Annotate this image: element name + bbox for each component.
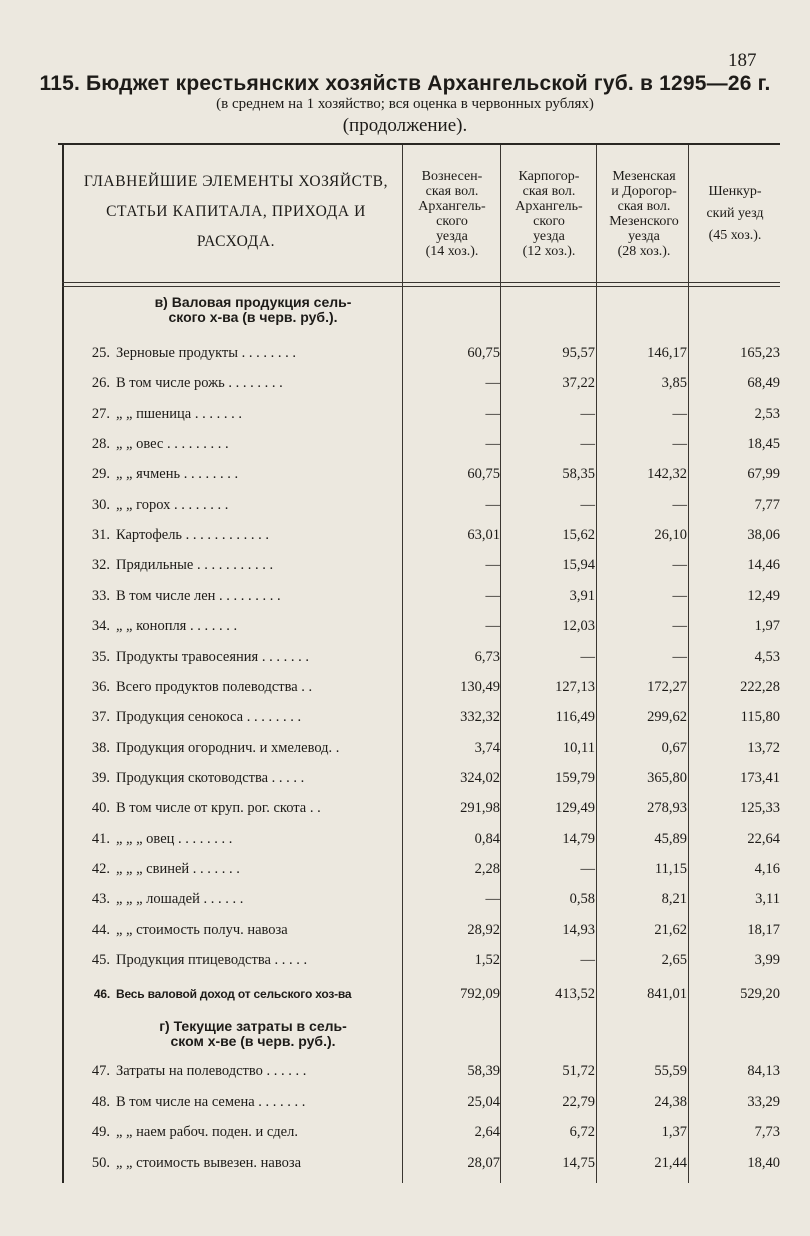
row-label-text: „ „ „ лошадей . . . . . .	[116, 891, 244, 908]
table-row	[58, 611, 780, 641]
table-cell: 15,62	[562, 527, 595, 544]
header-line: Мезенская	[612, 169, 676, 184]
row-label-text: Весь валовой доход от сельского хоз-ва	[116, 987, 352, 1001]
table-cell: 0,67	[661, 739, 687, 756]
row-number: 28.	[91, 436, 110, 453]
table-cell: 68,49	[747, 375, 780, 392]
table-cell: 2,53	[754, 405, 780, 422]
table-row	[58, 979, 780, 1009]
row-number: 38.	[91, 739, 110, 756]
table-cell: —	[485, 557, 500, 574]
table-cell: 37,22	[562, 375, 595, 392]
main-header	[66, 167, 406, 257]
table-cell: 1,97	[754, 618, 780, 635]
table-row	[58, 338, 780, 368]
table-cell: 365,80	[647, 769, 687, 786]
continued-note: (продолжение).	[342, 115, 468, 136]
table-cell: —	[485, 496, 500, 513]
table-subtitle: (в среднем на 1 хозяйство; вся оценка в червонных рублях)	[216, 96, 594, 112]
row-number: 39.	[91, 769, 110, 786]
table-cell: —	[672, 648, 687, 665]
row-label-text: Зерновые продукты . . . . . . . .	[116, 345, 297, 361]
table-cell: 125,33	[740, 800, 780, 817]
row-label	[86, 979, 402, 1009]
header-line: Карпогор-	[518, 169, 580, 184]
row-label	[86, 793, 402, 823]
row-label	[86, 945, 402, 975]
table-cell: 4,53	[754, 648, 780, 665]
table-cell: —	[485, 375, 500, 392]
row-label	[86, 915, 402, 945]
table-cell: 3,11	[755, 891, 780, 908]
row-number: 29.	[91, 466, 110, 483]
column-header-voznesenskaya	[404, 169, 500, 259]
table-cell: 13,72	[747, 739, 780, 756]
header-line: ская вол.	[425, 184, 479, 199]
table-cell: 792,09	[460, 986, 500, 1002]
section-line: в) Валовая продукция сель-	[154, 294, 352, 310]
row-label-text: „ „ „ овец . . . . . . . .	[116, 830, 233, 847]
table-cell: 25,04	[467, 1093, 500, 1110]
table-row	[58, 672, 780, 702]
table-cell: —	[580, 496, 595, 513]
header-line: Вознесен-	[421, 169, 483, 184]
table-row	[58, 884, 780, 914]
header-line: ского	[436, 214, 468, 229]
column-header-shenkursky	[690, 181, 780, 247]
row-label	[86, 550, 402, 580]
row-number: 45.	[91, 952, 110, 968]
table-row	[58, 550, 780, 580]
row-number: 25.	[91, 345, 110, 361]
table-cell: 0,84	[474, 830, 500, 847]
column-header-karpogorskaya	[502, 169, 596, 259]
table-cell: —	[485, 436, 500, 453]
header-line: уезда	[533, 229, 565, 244]
table-cell: 26,10	[654, 527, 687, 544]
row-number: 41.	[91, 830, 110, 847]
row-label	[86, 459, 402, 489]
table-cell: 14,93	[562, 921, 595, 938]
row-label-text: В том числе на семена . . . . . . .	[116, 1093, 306, 1110]
row-number: 48.	[91, 1093, 110, 1110]
row-number: 35.	[91, 648, 110, 665]
header-line: (45 хоз.).	[708, 228, 762, 243]
table-cell: 84,13	[747, 1063, 780, 1079]
row-number: 31.	[91, 527, 110, 544]
table-cell: 130,49	[460, 678, 500, 695]
table-cell: 14,79	[562, 830, 595, 847]
table-cell: 8,21	[661, 891, 687, 908]
table-cell: 55,59	[654, 1063, 687, 1079]
header-line: уезда	[436, 229, 468, 244]
table-cell: —	[485, 618, 500, 635]
row-label	[86, 520, 402, 550]
table-cell: 18,17	[747, 921, 780, 938]
header-line: (12 хоз.).	[522, 244, 576, 259]
table-cell: 299,62	[647, 709, 687, 726]
row-number: 37.	[91, 709, 110, 726]
table-row	[58, 490, 780, 520]
table-cell: 14,46	[747, 557, 780, 574]
table-cell: 529,20	[740, 986, 780, 1002]
table-row	[58, 429, 780, 459]
table-cell: 21,62	[654, 921, 687, 938]
row-label-text: В том числе от круп. рог. скота . .	[116, 800, 321, 817]
table-cell: 33,29	[747, 1093, 780, 1110]
row-label-text: Всего продуктов полеводства . .	[116, 678, 313, 695]
table-cell: 24,38	[654, 1093, 687, 1110]
table-cell: 60,75	[467, 466, 500, 483]
table-cell: 115,80	[740, 709, 780, 726]
table-cell: —	[580, 648, 595, 665]
row-label	[86, 399, 402, 429]
table-cell: —	[580, 405, 595, 422]
table-row	[58, 642, 780, 672]
table-cell: 67,99	[747, 466, 780, 483]
column-header-mezenskaya	[598, 169, 690, 259]
row-label	[86, 1056, 402, 1086]
row-number: 49.	[91, 1124, 110, 1140]
row-label	[86, 763, 402, 793]
table-cell: —	[672, 436, 687, 453]
row-label	[86, 490, 402, 520]
table-title: 115. Бюджет крестьянских хозяйств Архангельской губ. в 1295—26 г.	[39, 72, 771, 95]
table-cell: 291,98	[460, 800, 500, 817]
table-cell: 12,49	[747, 587, 780, 604]
table-cell: 95,57	[562, 345, 595, 361]
row-number: 36.	[91, 678, 110, 695]
row-label-text: „ „ пшеница . . . . . . .	[116, 405, 242, 422]
table-cell: 3,74	[474, 739, 500, 756]
table-cell: 127,13	[555, 678, 595, 695]
header-line: ский уезд	[706, 206, 764, 221]
table-cell: 6,72	[569, 1124, 595, 1140]
table-cell: 21,44	[654, 1154, 687, 1171]
row-label	[86, 1117, 402, 1147]
table-cell: —	[485, 587, 500, 604]
row-number: 40.	[91, 800, 110, 817]
table-cell: 159,79	[555, 769, 595, 786]
row-label-text: „ „ „ свиней . . . . . . .	[116, 860, 240, 877]
page-number: 187	[728, 50, 757, 71]
table-cell: 45,89	[654, 830, 687, 847]
table-cell: 116,49	[555, 709, 595, 726]
table-cell: 2,64	[474, 1124, 500, 1140]
table-cell: 28,07	[467, 1154, 500, 1171]
table-row	[58, 1117, 780, 1147]
table-cell: —	[672, 405, 687, 422]
table-cell: 51,72	[562, 1063, 595, 1079]
main-header-line: ГЛАВНЕЙШИЕ ЭЛЕМЕНТЫ ХОЗЯЙСТВ,	[83, 173, 389, 190]
table-cell: —	[672, 587, 687, 604]
row-label	[86, 884, 402, 914]
table-cell: 15,94	[562, 557, 595, 574]
budget-table	[58, 143, 780, 1183]
table-cell: 58,35	[562, 466, 595, 483]
table-cell: 18,40	[747, 1154, 780, 1171]
table-cell: 4,16	[754, 860, 780, 877]
header-line: Архангель-	[515, 199, 583, 214]
row-label	[86, 429, 402, 459]
row-label-text: „ „ стоимость вывезен. навоза	[116, 1154, 302, 1171]
table-cell: 222,28	[740, 678, 780, 695]
table-row	[58, 459, 780, 489]
row-number: 32.	[91, 557, 110, 574]
row-number: 30.	[91, 496, 110, 513]
table-cell: 413,52	[555, 986, 595, 1002]
table-cell: 142,32	[647, 466, 687, 483]
section-line: ского х-ва (в черв. руб.).	[168, 309, 338, 325]
row-number: 47.	[91, 1063, 110, 1079]
row-label	[86, 733, 402, 763]
table-cell: 12,03	[562, 618, 595, 635]
row-label-text: „ „ стоимость получ. навоза	[116, 921, 288, 938]
table-cell: —	[580, 860, 595, 877]
table-cell: —	[485, 405, 500, 422]
table-cell: 2,28	[474, 860, 500, 877]
table-row	[58, 702, 780, 732]
row-label	[86, 1087, 402, 1117]
row-label	[86, 611, 402, 641]
section-heading-current-costs	[98, 1019, 408, 1049]
table-cell: 3,99	[754, 952, 780, 968]
row-label	[86, 702, 402, 732]
table-cell: 173,41	[740, 769, 780, 786]
row-label-text: Продукты травосеяния . . . . . . .	[116, 648, 309, 665]
table-cell: 324,02	[460, 769, 500, 786]
table-row	[58, 733, 780, 763]
table-row	[58, 1148, 780, 1178]
table-cell: 22,64	[747, 830, 780, 847]
table-row	[58, 915, 780, 945]
table-cell: —	[672, 496, 687, 513]
table-cell: 332,32	[460, 709, 500, 726]
row-label	[86, 338, 402, 368]
row-label-text: „ „ горох . . . . . . . .	[116, 496, 229, 513]
row-label-text: В том числе лен . . . . . . . . .	[116, 587, 281, 604]
row-number: 46.	[93, 987, 110, 1001]
row-number: 27.	[91, 405, 110, 422]
table-cell: 165,23	[740, 345, 780, 361]
row-label	[86, 368, 402, 398]
table-cell: 172,27	[647, 678, 687, 695]
table-row	[58, 581, 780, 611]
table-cell: 129,49	[555, 800, 595, 817]
table-cell: 63,01	[467, 527, 500, 544]
row-label	[86, 672, 402, 702]
table-row	[58, 793, 780, 823]
section-line: ском х-ве (в черв. руб.).	[170, 1033, 336, 1049]
row-number: 44.	[91, 921, 110, 938]
row-label	[86, 854, 402, 884]
table-row	[58, 824, 780, 854]
header-line: уезда	[628, 229, 660, 244]
row-label-text: Продукция сенокоса . . . . . . . .	[116, 709, 302, 726]
row-number: 34.	[91, 618, 110, 635]
table-cell: 3,91	[569, 587, 595, 604]
table-row	[58, 399, 780, 429]
table-cell: 28,92	[467, 921, 500, 938]
table-cell: —	[580, 952, 595, 968]
row-number: 50.	[91, 1154, 110, 1171]
table-cell: 60,75	[467, 345, 500, 361]
row-label-text: Продукция скотоводства . . . . .	[116, 769, 305, 786]
header-line: Мезенского	[609, 214, 679, 229]
row-label-text: Продукция огороднич. и хмелевод. .	[116, 739, 340, 756]
main-header-line: СТАТЬИ КАПИТАЛА, ПРИХОДА И	[106, 203, 366, 220]
table-row	[58, 368, 780, 398]
table-cell: 22,79	[562, 1093, 595, 1110]
header-line: Шенкур-	[708, 184, 762, 199]
row-label	[86, 642, 402, 672]
table-cell: 6,73	[474, 648, 500, 665]
table-cell: 2,65	[661, 952, 687, 968]
table-row	[58, 945, 780, 975]
row-number: 26.	[91, 375, 110, 392]
row-number: 33.	[91, 587, 110, 604]
main-header-line: РАСХОДА.	[196, 233, 276, 250]
row-label	[86, 824, 402, 854]
section-heading-gross-production	[98, 295, 408, 325]
table-row	[58, 520, 780, 550]
row-label-text: Затраты на полеводство . . . . . .	[116, 1063, 307, 1079]
table-cell: —	[485, 891, 500, 908]
header-line: Архангель-	[418, 199, 486, 214]
table-cell: 14,75	[562, 1154, 595, 1171]
header-line: ская вол.	[522, 184, 576, 199]
row-label	[86, 1148, 402, 1178]
row-number: 43.	[91, 891, 110, 908]
row-label-text: В том числе рожь . . . . . . . .	[116, 375, 283, 392]
row-label-text: Прядильные . . . . . . . . . . .	[116, 557, 274, 574]
header-line: и Дорогор-	[611, 184, 677, 199]
table-cell: 278,93	[647, 800, 687, 817]
table-cell: 10,11	[562, 739, 595, 756]
table-cell: 58,39	[467, 1063, 500, 1079]
table-cell: 7,77	[754, 496, 780, 513]
table-cell: —	[672, 618, 687, 635]
row-label-text: „ „ конопля . . . . . . .	[116, 618, 238, 635]
row-label	[86, 581, 402, 611]
header-line: (14 хоз.).	[425, 244, 479, 259]
table-cell: —	[672, 557, 687, 574]
row-label-text: Картофель . . . . . . . . . . . .	[116, 527, 270, 544]
table-cell: 18,45	[747, 436, 780, 453]
table-cell: 38,06	[747, 527, 780, 544]
table-row	[58, 854, 780, 884]
table-cell: 3,85	[661, 375, 687, 392]
table-cell: 7,73	[754, 1124, 780, 1140]
row-label-text: „ „ овес . . . . . . . . .	[116, 436, 229, 453]
table-row	[58, 1056, 780, 1086]
row-label-text: „ „ ячмень . . . . . . . .	[116, 466, 239, 483]
table-row	[58, 763, 780, 793]
header-line: (28 хоз.).	[617, 244, 671, 259]
table-cell: 0,58	[569, 891, 595, 908]
header-line: ская вол.	[617, 199, 671, 214]
table-cell: 11,15	[654, 860, 687, 877]
table-row	[58, 1087, 780, 1117]
table-cell: 1,37	[661, 1124, 687, 1140]
header-line: ского	[533, 214, 565, 229]
table-cell: 841,01	[647, 986, 687, 1002]
section-line: г) Текущие затраты в сель-	[159, 1018, 347, 1034]
table-cell: —	[580, 436, 595, 453]
row-number: 42.	[91, 860, 110, 877]
table-cell: 146,17	[647, 345, 687, 361]
table-cell: 1,52	[474, 952, 500, 968]
row-label-text: Продукция птицеводства . . . . .	[116, 952, 308, 968]
row-label-text: „ „ наем рабоч. поден. и сдел.	[116, 1124, 298, 1140]
